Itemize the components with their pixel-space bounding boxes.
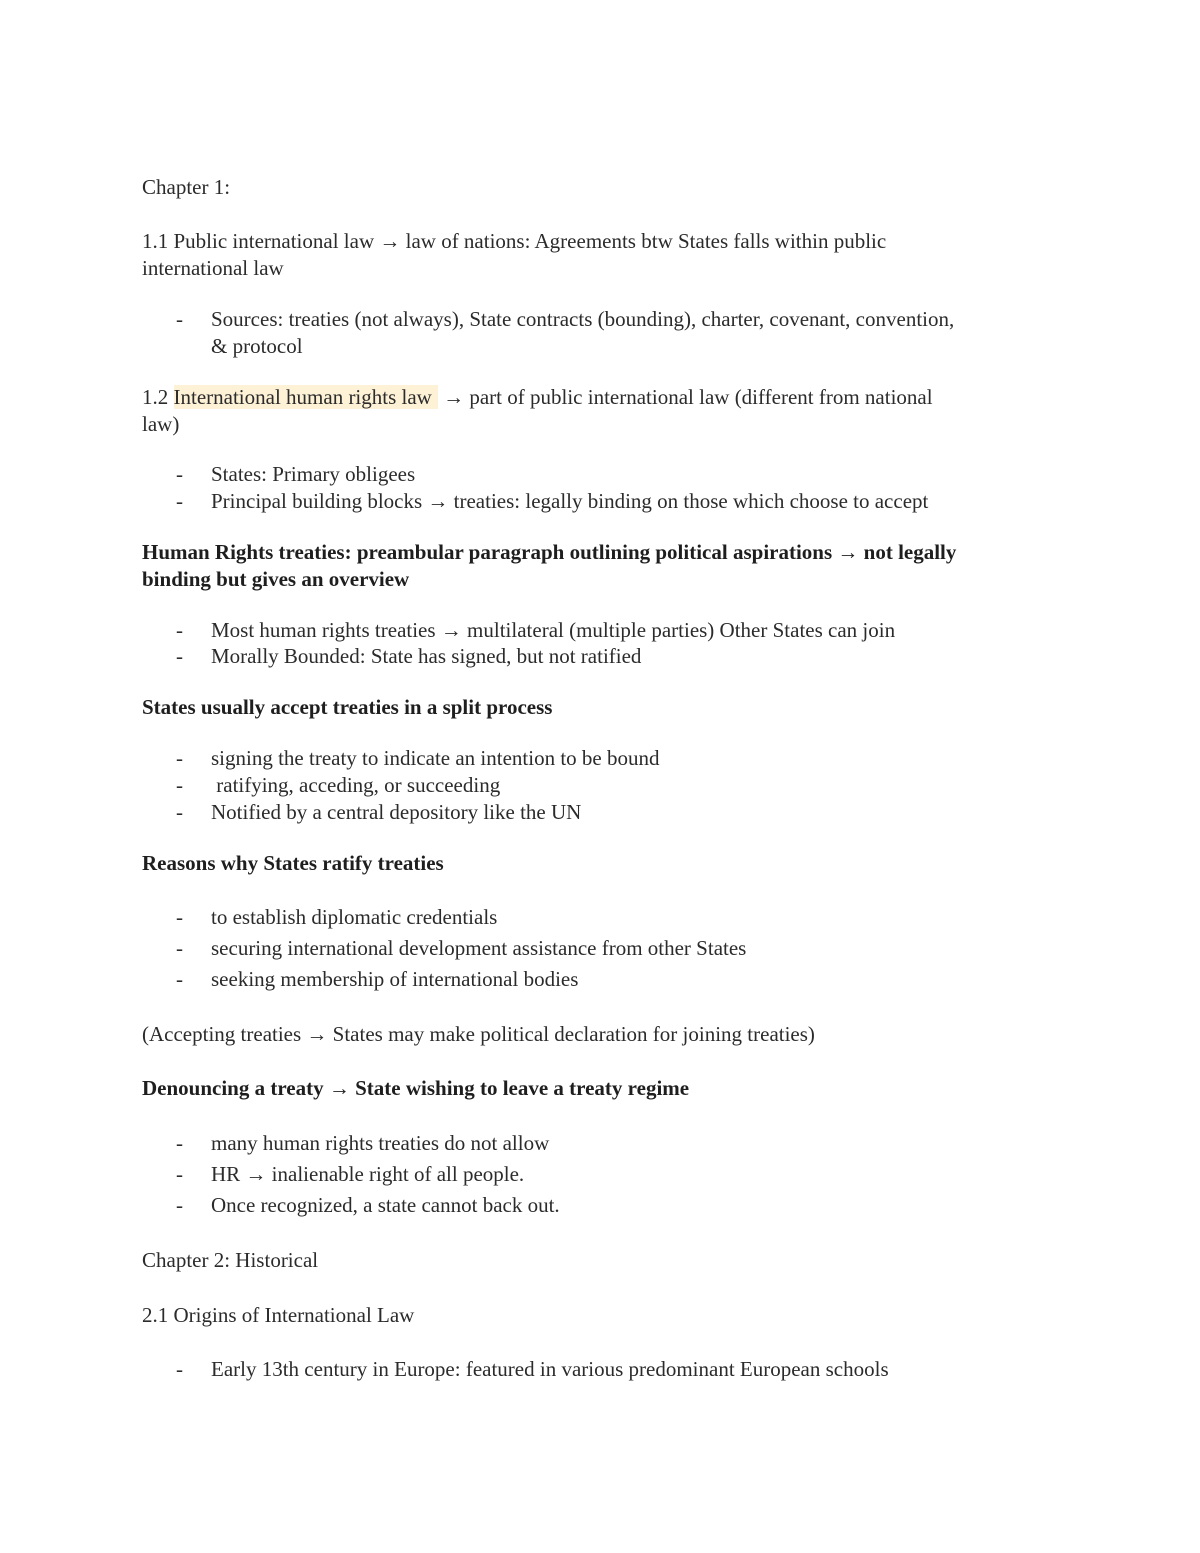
bullet-dash: - <box>176 773 183 797</box>
accepting-note: (Accepting treaties → States may make political declaration for joining treaties) <box>142 1022 815 1046</box>
chapter-2-heading: Chapter 2: Historical <box>142 1248 319 1272</box>
bullet-dash: - <box>176 936 183 960</box>
section-1-1-line-1: 1.1 Public international law → law of nations: Agreements btw States falls within public <box>142 229 887 253</box>
list-item-text: Most human rights treaties → multilateral (multiple parties) Other States can join <box>211 618 896 642</box>
bullet-dash: - <box>176 746 183 770</box>
bullet-dash: - <box>176 905 183 929</box>
reasons-heading: Reasons why States ratify treaties <box>142 851 444 875</box>
list-item-text: ratifying, acceding, or succeeding <box>211 773 501 797</box>
list-item-text: Notified by a central depository like the UN <box>211 800 582 824</box>
bullet-dash: - <box>176 618 183 642</box>
bullet-dash: - <box>176 307 183 331</box>
list-item-text: securing international development assistance from other States <box>211 936 747 960</box>
list-item-text: Sources: treaties (not always), State contracts (bounding), charter, covenant, convention, <box>211 307 955 331</box>
list-item-text: many human rights treaties do not allow <box>211 1131 550 1155</box>
list-item-text: to establish diplomatic credentials <box>211 905 498 929</box>
split-process-heading: States usually accept treaties in a split process <box>142 695 553 719</box>
section-1-1-line-2: international law <box>142 256 284 280</box>
bullet-dash: - <box>176 800 183 824</box>
chapter-1-heading: Chapter 1: <box>142 175 231 199</box>
bullet-dash: - <box>176 462 183 486</box>
section-2-1-heading: 2.1 Origins of International Law <box>142 1303 415 1327</box>
bullet-dash: - <box>176 644 183 668</box>
hr-treaties-heading-line-1: Human Rights treaties: preambular paragraph outlining political aspirations → not legally <box>142 540 957 564</box>
list-item-text: HR → inalienable right of all people. <box>211 1162 525 1186</box>
bullet-dash: - <box>176 1357 183 1381</box>
list-item-text: & protocol <box>211 334 303 358</box>
list-item-text: seeking membership of international bodies <box>211 967 579 991</box>
list-item-text: Once recognized, a state cannot back out. <box>211 1193 560 1217</box>
bullet-dash: - <box>176 1193 183 1217</box>
section-1-2-rest: → part of public international law (different from national <box>437 385 933 409</box>
bullet-dash: - <box>176 967 183 991</box>
list-item-text: Early 13th century in Europe: featured in various predominant European schools <box>211 1357 889 1381</box>
list-item-text: Principal building blocks → treaties: legally binding on those which choose to accept <box>211 489 929 513</box>
highlighted-term: International human rights law <box>174 385 438 409</box>
section-number: 1.2 <box>142 385 174 409</box>
section-1-2-line-1 <box>142 384 933 411</box>
denouncing-heading: Denouncing a treaty → State wishing to leave a treaty regime <box>142 1076 690 1100</box>
hr-treaties-heading-line-2: binding but gives an overview <box>142 567 410 591</box>
list-item-text: signing the treaty to indicate an intention to be bound <box>211 746 660 770</box>
bullet-dash: - <box>176 489 183 513</box>
bullet-dash: - <box>176 1131 183 1155</box>
section-1-2-line-2: law) <box>142 412 180 436</box>
list-item-text: Morally Bounded: State has signed, but not ratified <box>211 644 642 668</box>
bullet-dash: - <box>176 1162 183 1186</box>
list-item-text: States: Primary obligees <box>211 462 416 486</box>
